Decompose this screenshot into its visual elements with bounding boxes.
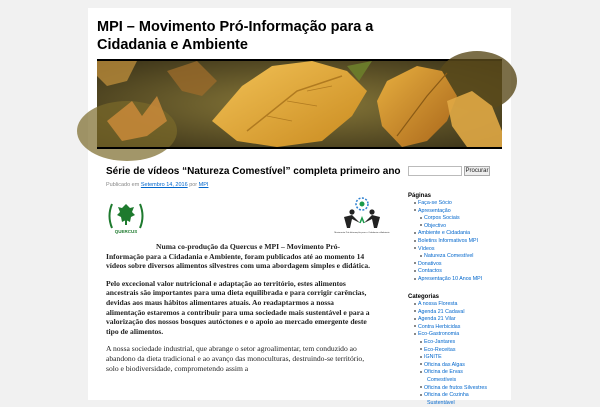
- category-link[interactable]: A nossa Floresta: [408, 301, 508, 309]
- main-content: [106, 165, 401, 381]
- subcategory-link[interactable]: Oficina das Algas: [408, 362, 508, 370]
- category-link[interactable]: Contra Herbicidas: [408, 324, 508, 332]
- autumn-leaves-image: [97, 61, 502, 147]
- post-body: [106, 242, 374, 373]
- mpi-logo-text: Movimento Pró-Informação para a Cidadania e Ambiente: [334, 232, 390, 234]
- post-paragraph-2: Pelo excecional valor nutricional e adaptação ao território, estes alimentos ancestrais são importantes para uma dieta equilibrada e para corrigir carências, devidas aos maus hábitos alimentares atuais. Ao readaptarmos a nossa alimentação estaremos a contribuir para uma sociedade mais sustentável e para a valorização dos nossos bosques autóctones e o apoio ao mercado emergente deste tipo de alimentos.: [106, 278, 370, 336]
- post-meta: [106, 182, 374, 188]
- page-link-ambiente-cidadania[interactable]: Ambiente e Cidadania: [408, 230, 508, 238]
- pages-widget-title: Páginas: [408, 193, 432, 199]
- page-link-apresentacao[interactable]: Apresentação: [408, 208, 508, 216]
- page-link-apresentacao-10-anos[interactable]: Apresentação 10 Anos MPI: [408, 276, 508, 284]
- published-label: Publicado em: [106, 182, 140, 188]
- subcategory-link[interactable]: Eco-Receitas: [408, 347, 508, 355]
- subcategory-link[interactable]: Oficina de Ervas: [408, 369, 508, 377]
- search-button[interactable]: Procurar: [465, 168, 489, 174]
- subcategory-link[interactable]: IGNITE: [408, 354, 508, 362]
- post-paragraph-1: Numa co-produção da Quercus e MPI – Movimento Pró-Informação para a Cidadania e Ambiente, foram publicados até ao momento 14 vídeos sobre diversos alimentos silvestres com uma abordagem simples e didática.: [106, 242, 371, 271]
- page-wrapper: [88, 8, 511, 406]
- logos-row: [106, 196, 390, 242]
- categories-widget-title: Categorias: [408, 294, 440, 300]
- search-input[interactable]: [408, 166, 462, 176]
- page-link-donativos[interactable]: Donativos: [408, 261, 508, 269]
- quercus-logo-text: QUERCUS: [114, 229, 138, 234]
- post-date-link[interactable]: Setembro 14, 2016: [140, 182, 188, 188]
- category-link[interactable]: Agenda 21 Cadaval: [408, 309, 508, 317]
- post-title[interactable]: Série de vídeos “Natureza Comestível” completa primeiro ano: [106, 166, 401, 177]
- subcategory-link[interactable]: Oficina de frutos Silvestres: [408, 385, 508, 393]
- banner-divider: [97, 147, 502, 149]
- pages-list: [408, 200, 508, 284]
- site-title[interactable]: MPI – Movimento Pró-Informação para a Cidadania e Ambiente: [97, 19, 374, 53]
- page-link-objectivo[interactable]: Objectivo: [408, 223, 508, 231]
- page-link-boletins[interactable]: Boletins Informativos MPI: [408, 238, 508, 246]
- page-link-contactos[interactable]: Contactos: [408, 268, 508, 276]
- categories-list: [408, 301, 508, 407]
- category-link[interactable]: Eco-Gastronomia: [408, 331, 508, 339]
- header-banner-image: [97, 61, 502, 147]
- category-link[interactable]: Agenda 21 Vilar: [408, 316, 508, 324]
- by-label: por: [189, 182, 198, 188]
- subcategory-link[interactable]: Oficina de Cozinha: [408, 392, 508, 400]
- subcategory-link-continued[interactable]: Comestíveis: [427, 376, 457, 383]
- page-link-natureza-comestivel[interactable]: Natureza Comestível: [408, 253, 508, 261]
- subcategory-link[interactable]: Eco-Jantares: [408, 339, 508, 347]
- mpi-logo-icon: [334, 196, 390, 240]
- subcategory-link-continued[interactable]: Sustentável: [427, 399, 455, 406]
- page-link-videos[interactable]: Vídeos: [408, 246, 508, 254]
- post-paragraph-3: A nossa sociedade industrial, que abrange o setor agroalimentar, tem conduzido ao abandono da dieta tradicional e ao avanço das monoculturas, destruindo-se território, solo e biodiversidade, comprometendo assim a: [106, 344, 365, 373]
- page-link-corpos-sociais[interactable]: Corpos Sociais: [408, 215, 508, 223]
- page-link-faca-se-socio[interactable]: Faça-se Sócio: [408, 200, 508, 208]
- quercus-logo-icon: [106, 196, 146, 236]
- post-author-link[interactable]: MPI: [198, 182, 209, 188]
